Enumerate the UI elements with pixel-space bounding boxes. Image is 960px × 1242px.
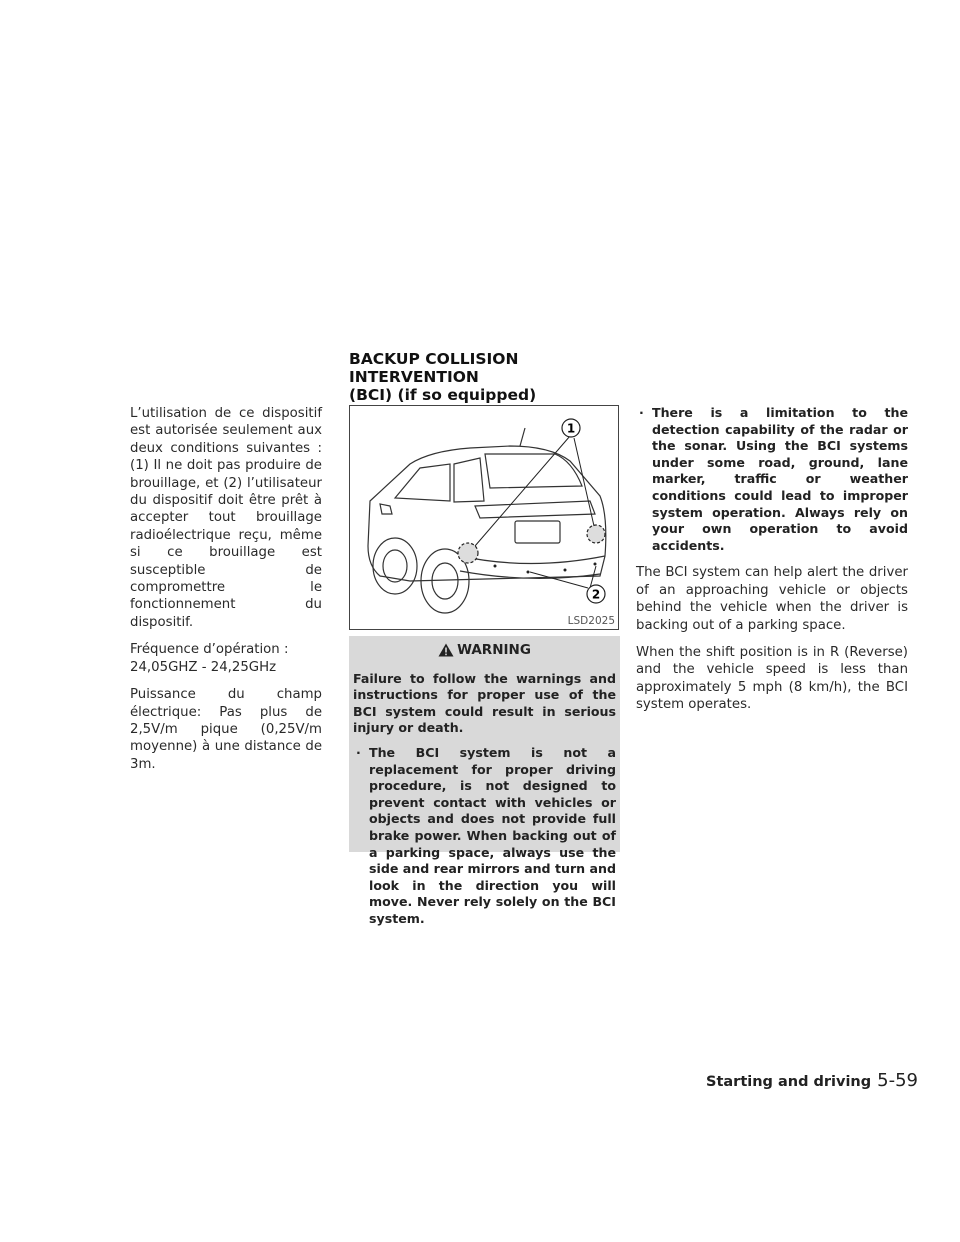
section-title-line1: BACKUP COLLISION INTERVENTION	[349, 350, 519, 386]
bci-sensor-figure	[349, 405, 619, 630]
warning-bullet-2-text: There is a limitation to the detection capability of the radar or the sonar. Using the BCI systems under some road, ground, lane marker, traffic or weather conditions could lead to improper system operation. Always rely on your own operation to avoid accidents.	[652, 405, 908, 553]
right-column	[636, 405, 908, 724]
warning-header	[353, 642, 616, 659]
vehicle-rear-illustration	[350, 406, 618, 629]
figure-code: LSD2025	[567, 615, 615, 627]
warning-bullet-2	[636, 405, 908, 554]
footer-section-name: Starting and driving	[706, 1074, 872, 1090]
warning-intro: Failure to follow the warnings and instructions for proper use of the BCI system could result in serious injury or death.	[353, 670, 616, 736]
left-paragraph-3: Puissance du champ électrique: Pas plus de 2,5V/m pique (0,25V/m moyenne) à une distance de 3m.	[130, 687, 322, 772]
warning-title: WARNING	[457, 642, 531, 658]
warning-triangle-icon	[438, 643, 454, 657]
left-paragraph-2: Fréquence d’opération : 24,05GHZ - 24,25GHz	[130, 642, 289, 675]
callout-2-label: 2	[591, 587, 601, 602]
bullet-dot-icon: ·	[639, 405, 644, 420]
right-paragraph-1: The BCI system can help alert the driver of an approaching vehicle or objects behind the vehicle when the driver is backing out of a parking space.	[636, 565, 908, 633]
bullet-dot-icon: ·	[356, 744, 361, 760]
section-title-line2: (BCI) (if so equipped)	[349, 386, 537, 404]
warning-bullet-1	[353, 745, 616, 928]
warning-box	[349, 636, 620, 926]
right-paragraph-2: When the shift position is in R (Reverse) and the vehicle speed is less than approximately 5 mph (8 km/h), the BCI system operates.	[636, 644, 908, 713]
callout-1-label: 1	[566, 421, 576, 436]
page-footer	[706, 1070, 918, 1091]
section-title	[349, 350, 649, 404]
warning-bullet-1-text: The BCI system is not a replacement for proper driving procedure, is not designed to prevent contact with vehicles or objects and does not provide full brake power. When backing out of a parking space, always use the side and rear mirrors and turn and look in the direction you will move. Never rely solely on the BCI system.	[369, 744, 616, 926]
page-number: 5-59	[877, 1070, 918, 1091]
left-paragraph-1: L’utilisation de ce dispositif est autorisée seulement aux deux conditions suivantes : (1) Il ne doit pas produire de brouillage, et (2) l’utilisateur du dispositif doit être prêt à accepter tout brouillage radioélectrique reçu, même si ce brouillage est susceptible de compromettre le fonctionnement du dispositif.	[130, 406, 322, 630]
left-column	[130, 405, 322, 783]
